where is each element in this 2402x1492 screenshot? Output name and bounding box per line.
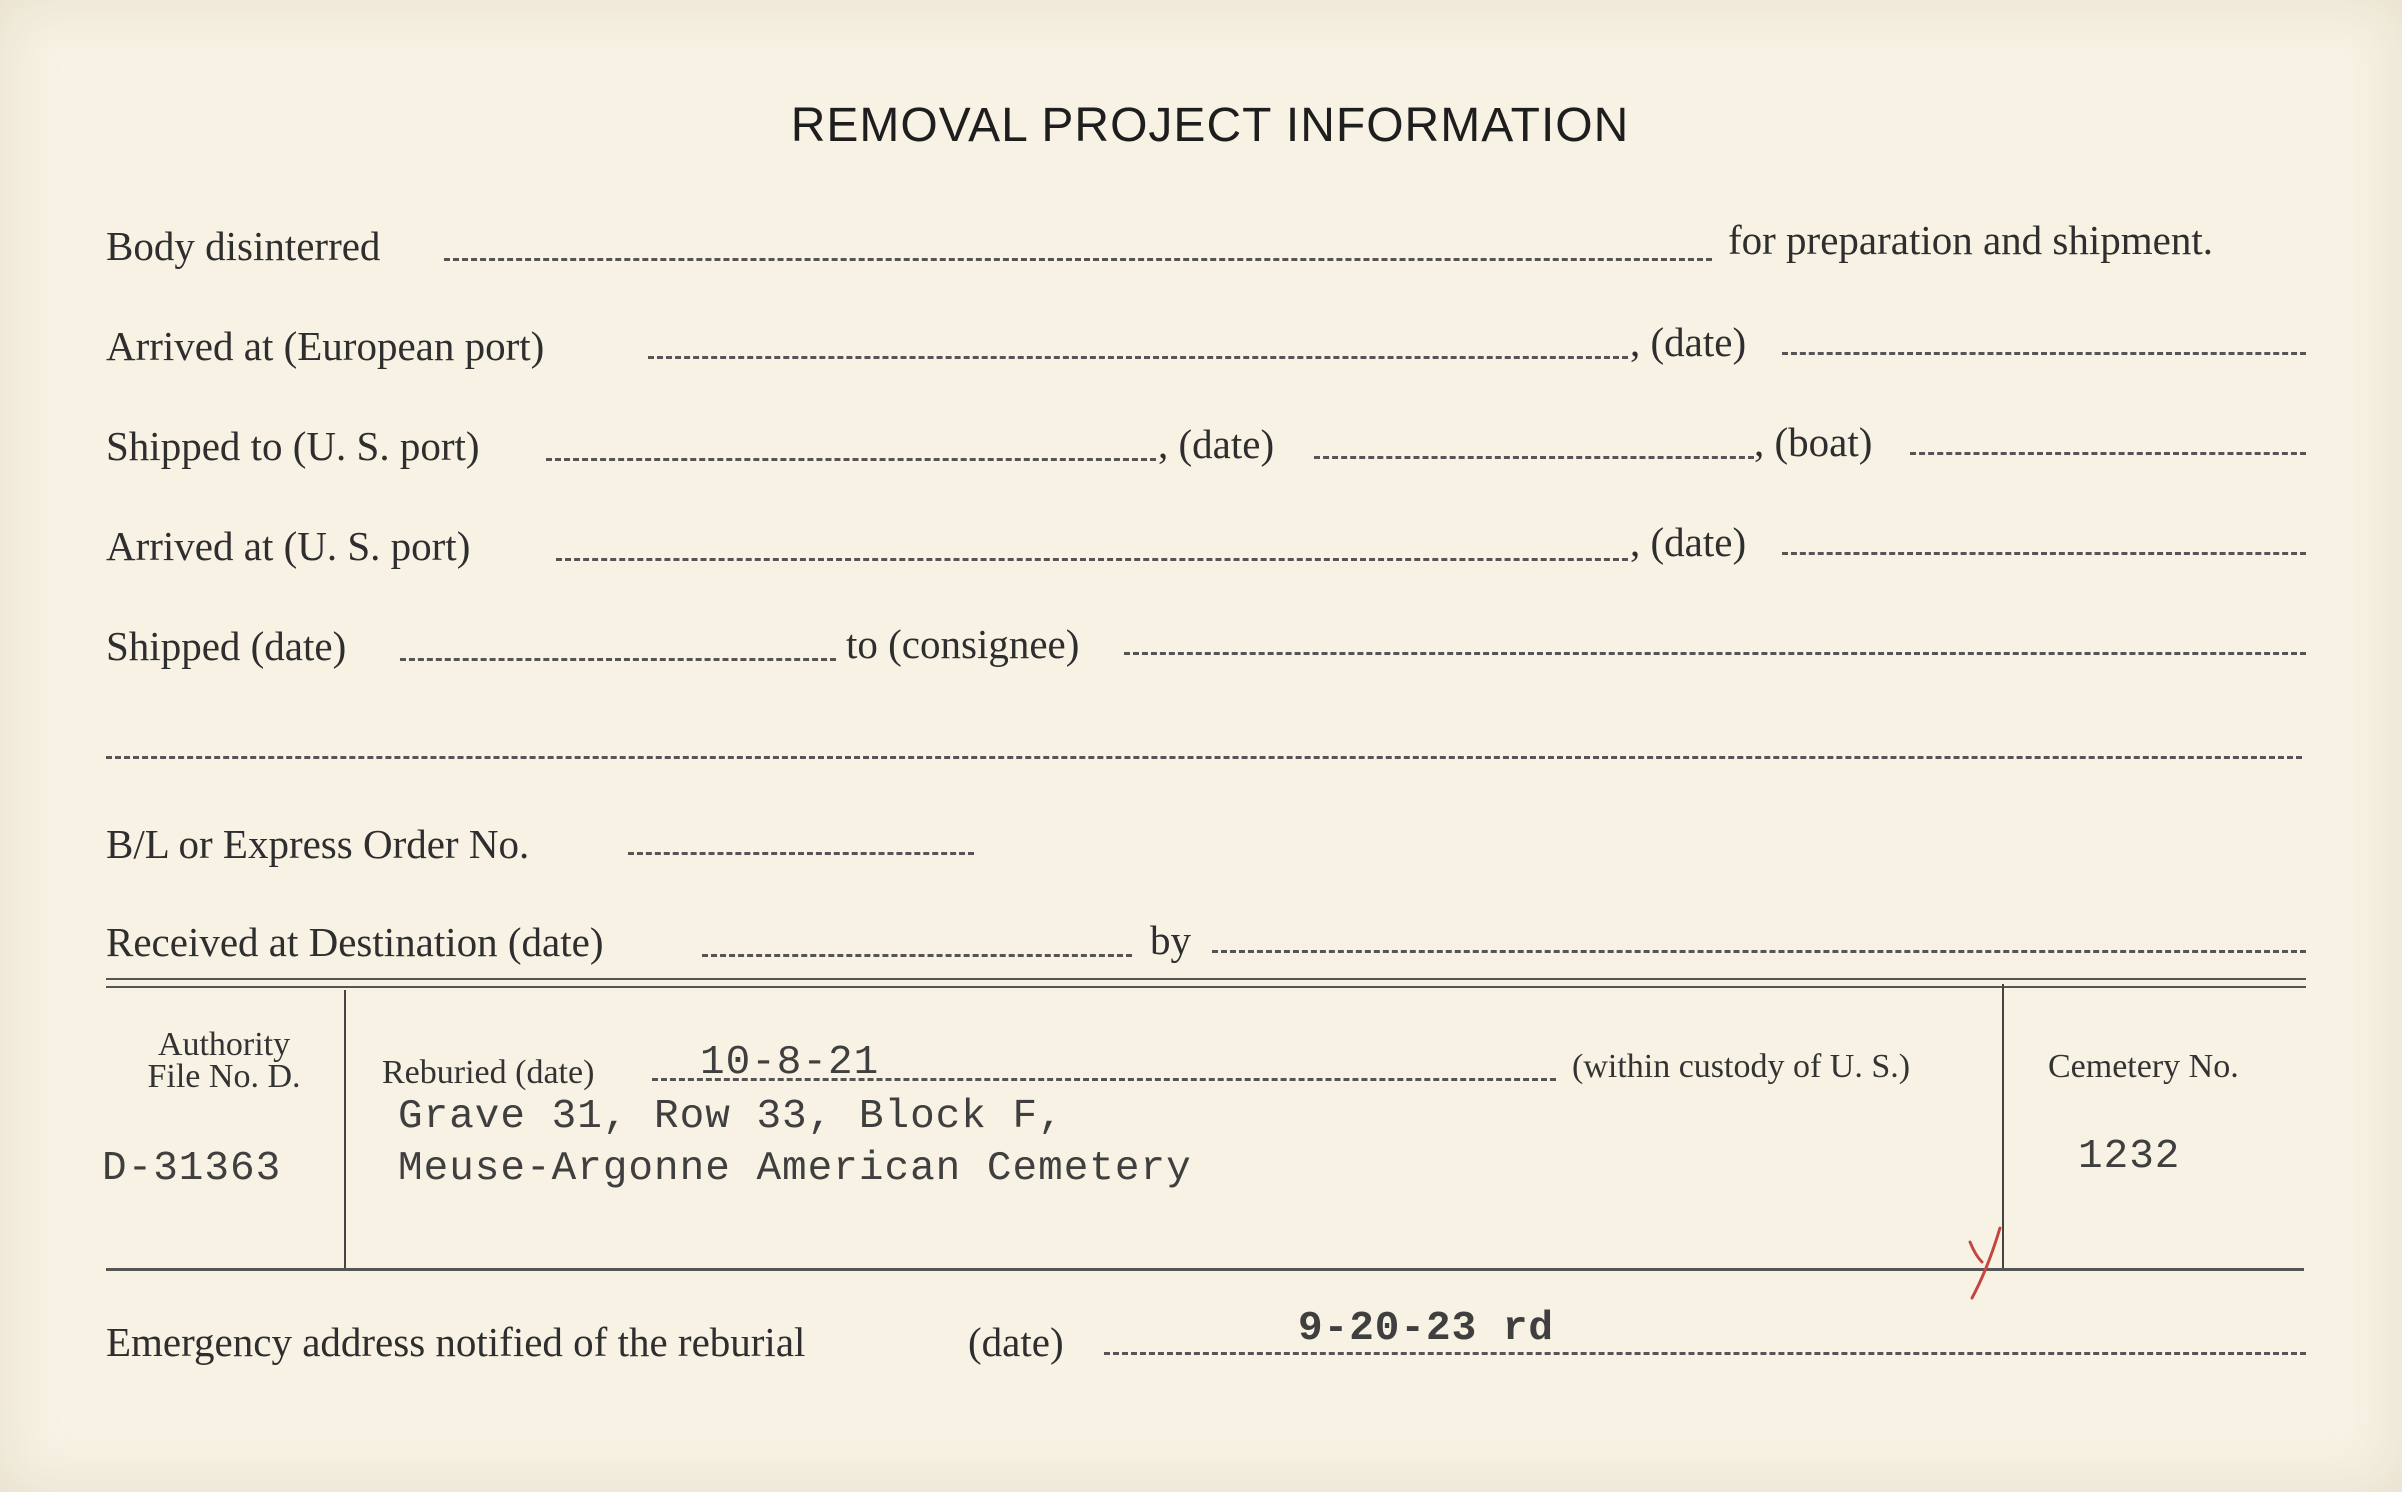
box-top-rule-2 (106, 986, 2306, 988)
continuation-line (106, 756, 2302, 759)
shipped-date-row-line (400, 658, 836, 661)
grave-location-line2: Meuse-Argonne American Cemetery (398, 1146, 1192, 1192)
shipped-date-label: , (date) (1158, 421, 1275, 467)
shipped-date-line (1314, 456, 1754, 459)
european-date-line (1782, 352, 2306, 355)
card-title: REMOVAL PROJECT INFORMATION (790, 99, 1630, 152)
boat-label: , (boat) (1754, 419, 1873, 465)
file-number: D-31363 (102, 1146, 282, 1192)
bl-express-line (628, 852, 974, 855)
bl-express-label: B/L or Express Order No. (106, 821, 530, 867)
shipped-us-port-label: Shipped to (U. S. port) (106, 423, 480, 469)
consignee-line (1124, 652, 2306, 655)
arrived-us-port-label: Arrived at (U. S. port) (106, 523, 471, 569)
shipped-date-row-label: Shipped (date) (106, 623, 347, 669)
arrived-european-port-label: Arrived at (European port) (106, 323, 545, 369)
cemetery-no-label: Cemetery No. (2048, 1048, 2239, 1085)
cemetery-number: 1232 (2078, 1134, 2181, 1180)
reburied-date-value: 10-8-21 (700, 1040, 880, 1086)
preparation-shipment-label: for preparation and shipment. (1728, 217, 2214, 263)
grave-location-line1: Grave 31, Row 33, Block F, (398, 1094, 1064, 1140)
european-port-line (648, 356, 1628, 359)
consignee-label: to (consignee) (846, 621, 1080, 667)
authority-label: Authority (157, 1026, 291, 1063)
received-by-label: by (1150, 917, 1191, 963)
body-disinterred-label: Body disinterred (106, 223, 381, 269)
arrived-date-line (1782, 552, 2306, 555)
european-date-label: , (date) (1630, 319, 1747, 365)
reburied-date-label: Reburied (date) (382, 1054, 595, 1091)
arrived-us-port-line (556, 558, 1628, 561)
emergency-date-line (1104, 1352, 2306, 1355)
received-by-line (1212, 950, 2306, 953)
box-divider-left (344, 990, 346, 1268)
arrived-date-label: , (date) (1630, 519, 1747, 565)
received-date-line (702, 954, 1132, 957)
file-no-label: File No. D. (147, 1058, 301, 1095)
boat-line (1910, 452, 2306, 455)
red-check-mark (1960, 1222, 2040, 1302)
received-destination-label: Received at Destination (date) (106, 919, 604, 965)
emergency-address-label: Emergency address notified of the reburial (106, 1319, 806, 1365)
box-top-rule-1 (106, 978, 2306, 980)
emergency-date-label: (date) (968, 1319, 1064, 1365)
body-disinterred-line (444, 258, 1712, 261)
emergency-date-value: 9-20-23 rd (1298, 1306, 1555, 1352)
us-port-line (546, 458, 1156, 461)
custody-note: (within custody of U. S.) (1572, 1048, 1911, 1085)
